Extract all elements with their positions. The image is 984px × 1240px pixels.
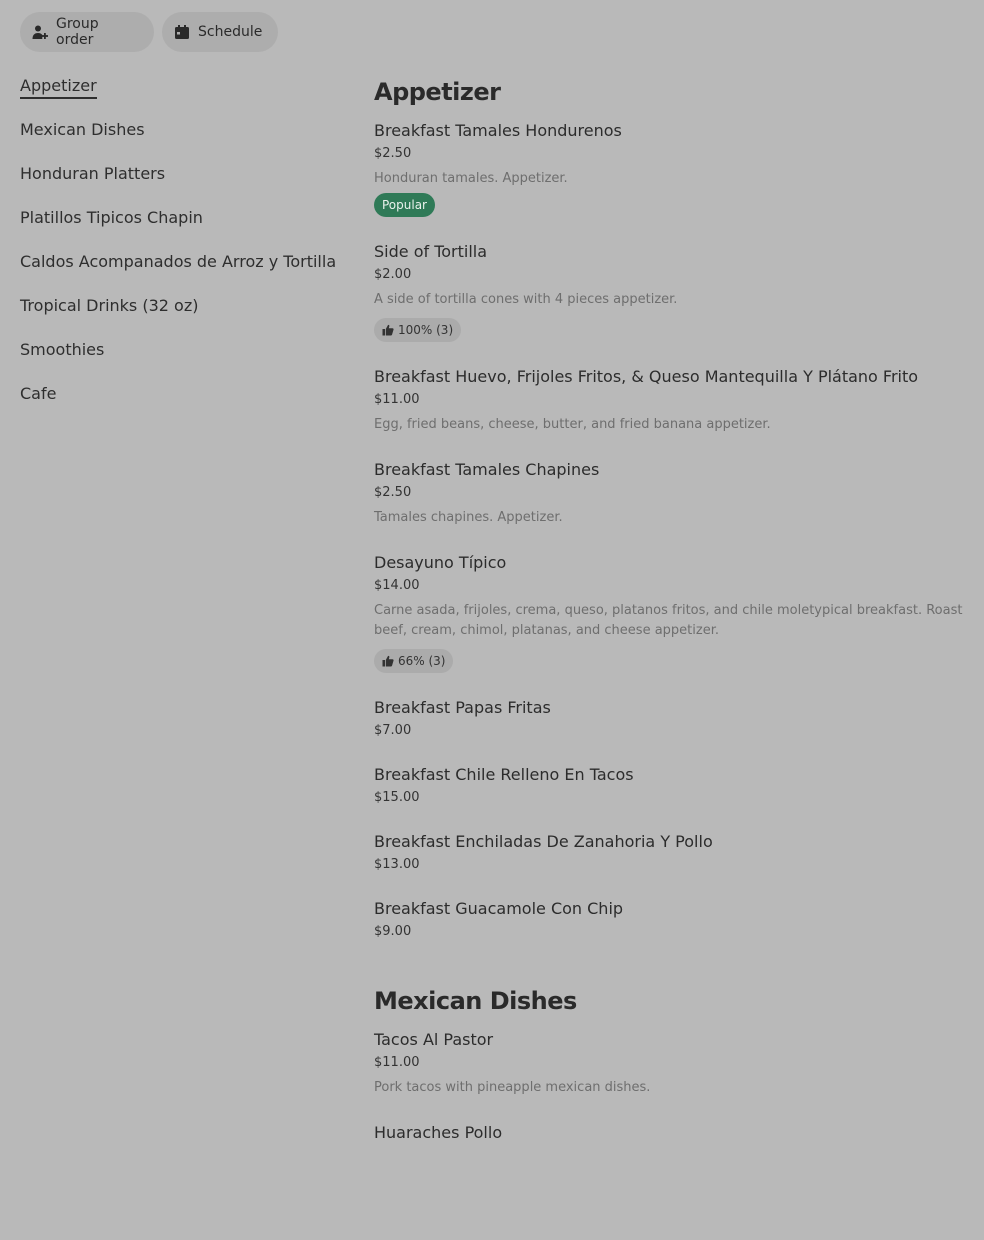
menu-section (374, 985, 964, 1144)
rating-text: 66% (3) (398, 654, 446, 668)
category-nav-label: Tropical Drinks (32 oz) (20, 296, 199, 315)
item-name: Desayuno Típico (374, 553, 507, 572)
category-nav-label: Smoothies (20, 340, 105, 359)
item-description: Egg, fried beans, cheese, butter, and fried banana appetizer. (374, 417, 771, 432)
item-name: Huaraches Pollo (374, 1123, 503, 1142)
popular-badge: Popular (374, 193, 435, 217)
menu-item[interactable] (374, 1029, 964, 1098)
menu-item[interactable] (374, 120, 964, 217)
item-description: Tamales chapines. Appetizer. (374, 510, 563, 525)
item-name: Breakfast Papas Fritas (374, 698, 551, 717)
menu-item[interactable] (374, 831, 964, 874)
menu-item[interactable] (374, 241, 964, 342)
menu-item[interactable] (374, 697, 964, 740)
add-person-icon (32, 24, 48, 40)
item-price: $15.00 (374, 790, 420, 805)
category-nav-label: Appetizer (20, 76, 97, 99)
item-price: $2.50 (374, 146, 412, 161)
category-nav-label: Cafe (20, 384, 57, 403)
item-price: $13.00 (374, 857, 420, 872)
menu-item[interactable] (374, 459, 964, 528)
menu-item[interactable] (374, 1122, 964, 1144)
category-nav-label: Mexican Dishes (20, 120, 145, 139)
item-name: Breakfast Tamales Hondurenos (374, 121, 622, 140)
item-price: $11.00 (374, 392, 420, 407)
menu-item[interactable] (374, 898, 964, 941)
menu-item[interactable] (374, 552, 964, 673)
calendar-icon (174, 24, 190, 40)
category-nav-label: Platillos Tipicos Chapin (20, 208, 203, 227)
category-nav-item[interactable] (20, 72, 350, 116)
category-nav (20, 72, 350, 424)
group-order-button[interactable] (20, 12, 154, 52)
item-name: Breakfast Tamales Chapines (374, 460, 600, 479)
menu-section (374, 76, 964, 941)
item-name: Tacos Al Pastor (374, 1030, 494, 1049)
item-price: $2.00 (374, 267, 412, 282)
item-price: $14.00 (374, 578, 420, 593)
item-description: A side of tortilla cones with 4 pieces appetizer. (374, 292, 678, 307)
category-nav-item[interactable] (20, 248, 350, 292)
category-nav-item[interactable] (20, 160, 350, 204)
item-description: Pork tacos with pineapple mexican dishes. (374, 1080, 651, 1095)
category-nav-item[interactable] (20, 380, 350, 424)
thumbs-up-icon (382, 324, 394, 336)
schedule-label: Schedule (198, 24, 263, 40)
schedule-button[interactable] (162, 12, 278, 52)
item-price: $9.00 (374, 924, 412, 939)
category-nav-item[interactable] (20, 116, 350, 160)
menu-item[interactable] (374, 764, 964, 807)
item-name: Breakfast Guacamole Con Chip (374, 899, 624, 918)
item-price: $7.00 (374, 723, 412, 738)
rating-text: 100% (3) (398, 323, 454, 337)
group-order-label: Group order (56, 16, 99, 48)
item-description: Carne asada, frijoles, crema, queso, platanos fritos, and chile moletypical breakfast. Roast beef, cream, chimol, platanas, and cheese appetizer. (374, 603, 963, 638)
item-name: Breakfast Chile Relleno En Tacos (374, 765, 634, 784)
category-nav-label: Honduran Platters (20, 164, 166, 183)
thumbs-up-icon (382, 655, 394, 667)
category-nav-item[interactable] (20, 292, 350, 336)
item-name: Breakfast Huevo, Frijoles Fritos, & Queso Mantequilla Y Plátano Frito (374, 367, 919, 386)
category-nav-item[interactable] (20, 204, 350, 248)
section-title: Mexican Dishes (374, 987, 577, 1015)
item-description: Honduran tamales. Appetizer. (374, 171, 568, 186)
category-nav-item[interactable] (20, 336, 350, 380)
menu-item[interactable] (374, 366, 964, 435)
item-price: $11.00 (374, 1055, 420, 1070)
item-name: Breakfast Enchiladas De Zanahoria Y Pollo (374, 832, 713, 851)
rating-badge (374, 318, 461, 342)
menu-list (374, 72, 964, 1168)
section-title: Appetizer (374, 78, 501, 106)
item-name: Side of Tortilla (374, 242, 488, 261)
item-price: $2.50 (374, 485, 412, 500)
category-nav-label: Caldos Acompanados de Arroz y Tortilla (20, 252, 337, 271)
rating-badge (374, 649, 453, 673)
